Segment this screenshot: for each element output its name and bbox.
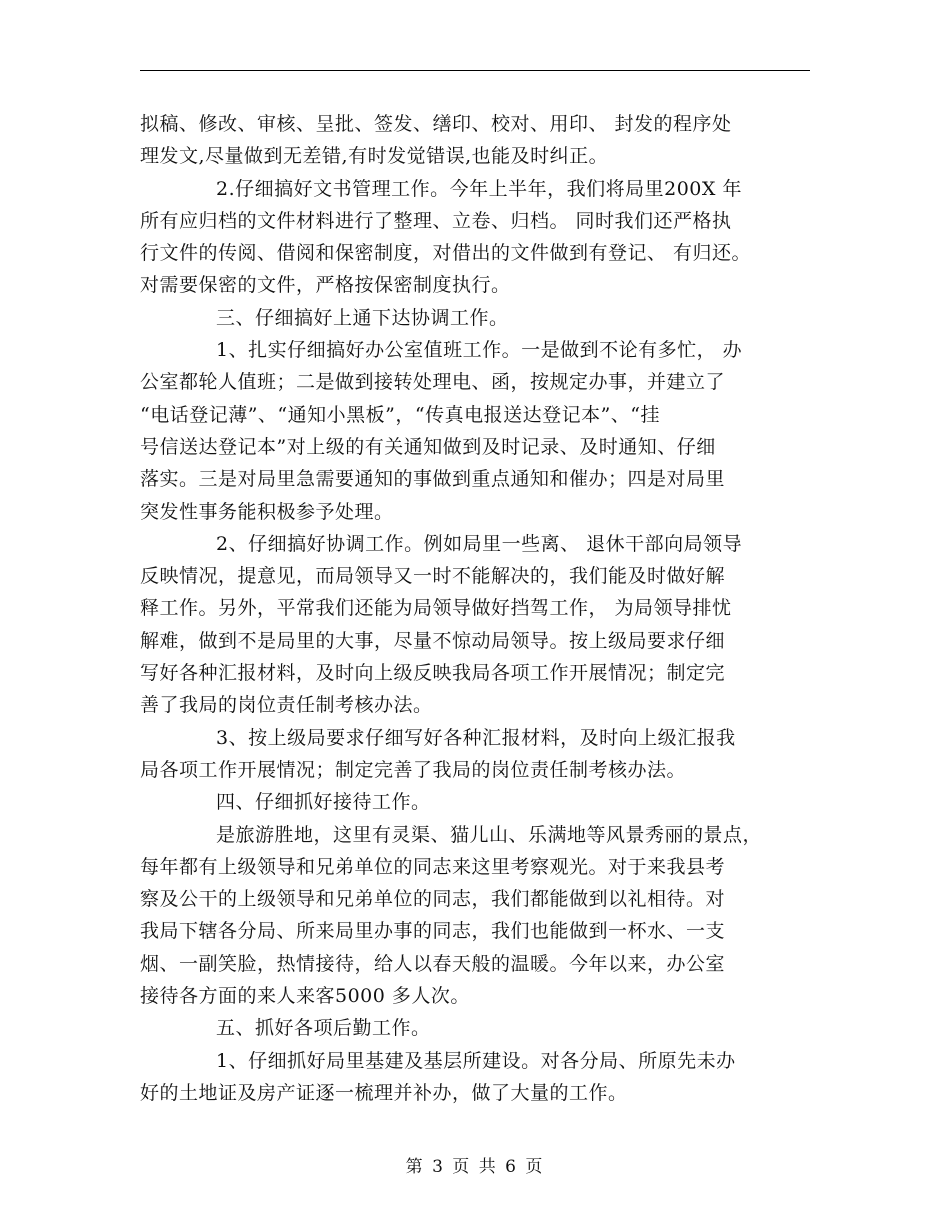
text-line: 行文件的传阅、借阅和保密制度，对借出的文件做到有登记、 有归还。 xyxy=(140,242,752,265)
text-line: 局各项工作开展情况；制定完善了我局的岗位责任制考核办法。 xyxy=(140,758,687,781)
text-line: 好的土地证及房产证逐一梳理并补办，做了大量的工作。 xyxy=(140,1081,628,1104)
text-line: 我局下辖各分局、所来局里办事的同志，我们也能做到一杯水、一支 xyxy=(140,920,726,943)
header-rule xyxy=(140,70,810,71)
text-line: 2、仔细搞好协调工作。例如局里一些离、 退休干部向局领导 xyxy=(216,532,743,555)
text-line: 解难，做到不是局里的大事，尽量不惊动局领导。按上级局要求仔细 xyxy=(140,629,726,652)
text-line: 是旅游胜地，这里有灵渠、猫儿山、乐满地等风景秀丽的景点， xyxy=(216,823,763,846)
text-line: 2.仔细搞好文书管理工作。今年上半年，我们将局里200X 年 xyxy=(216,177,742,200)
text-line: 反映情况，提意见，而局领导又一时不能解决的，我们能及时做好解 xyxy=(140,565,726,588)
text-line: “电话登记薄”、“通知小黑板”，“传真电报送达登记本”、“挂 xyxy=(140,403,660,426)
section-heading: 四、仔细抓好接待工作。 xyxy=(216,791,431,814)
section-heading: 三、仔细搞好上通下达协调工作。 xyxy=(216,306,509,329)
text-line: 善了我局的岗位责任制考核办法。 xyxy=(140,694,433,717)
text-line: 拟稿、修改、审核、呈批、签发、缮印、校对、用印、 封发的程序处 xyxy=(140,113,732,135)
text-line: 1、仔细抓好局里基建及基层所建设。对各分局、所原先未办 xyxy=(216,1049,736,1072)
page-number-footer: 第 3 页 共 6 页 xyxy=(405,1157,545,1177)
text-line: 察及公干的上级领导和兄弟单位的同志，我们都能做到以礼相待。对 xyxy=(140,888,726,911)
document-body xyxy=(140,108,830,1109)
text-line: 理发文,尽量做到无差错,有时发觉错误,也能及时纠正。 xyxy=(140,145,609,168)
text-line: 突发性事务能积极参予处理。 xyxy=(140,500,394,523)
text-line: 落实。三是对局里急需要通知的事做到重点通知和催办；四是对局里 xyxy=(140,468,726,491)
text-line: 释工作。另外，平常我们还能为局领导做好挡驾工作， 为局领导排忧 xyxy=(140,597,732,620)
text-line: 接待各方面的来人来客5000 多人次。 xyxy=(140,985,470,1008)
text-line: 3、按上级局要求仔细写好各种汇报材料，及时向上级汇报我 xyxy=(216,726,736,749)
text-line: 所有应归档的文件材料进行了整理、立卷、归档。 同时我们还严格执 xyxy=(140,209,732,232)
text-line: 号信送达登记本”对上级的有关通知做到及时记录、及时通知、仔细 xyxy=(140,435,716,458)
text-line: 烟、一副笑脸，热情接待，给人以春天般的温暖。今年以来，办公室 xyxy=(140,952,726,975)
text-line: 每年都有上级领导和兄弟单位的同志来这里考察观光。对于来我县考 xyxy=(140,855,726,878)
text-line: 写好各种汇报材料，及时向上级反映我局各项工作开展情况；制定完 xyxy=(140,662,726,685)
text-line: 公室都轮人值班；二是做到接转处理电、函，按规定办事，并建立了 xyxy=(140,371,726,394)
text-line: 对需要保密的文件，严格按保密制度执行。 xyxy=(140,274,511,297)
text-line: 1、扎实仔细搞好办公室值班工作。一是做到不论有多忙， 办 xyxy=(216,339,743,362)
section-heading: 五、抓好各项后勤工作。 xyxy=(216,1017,431,1040)
